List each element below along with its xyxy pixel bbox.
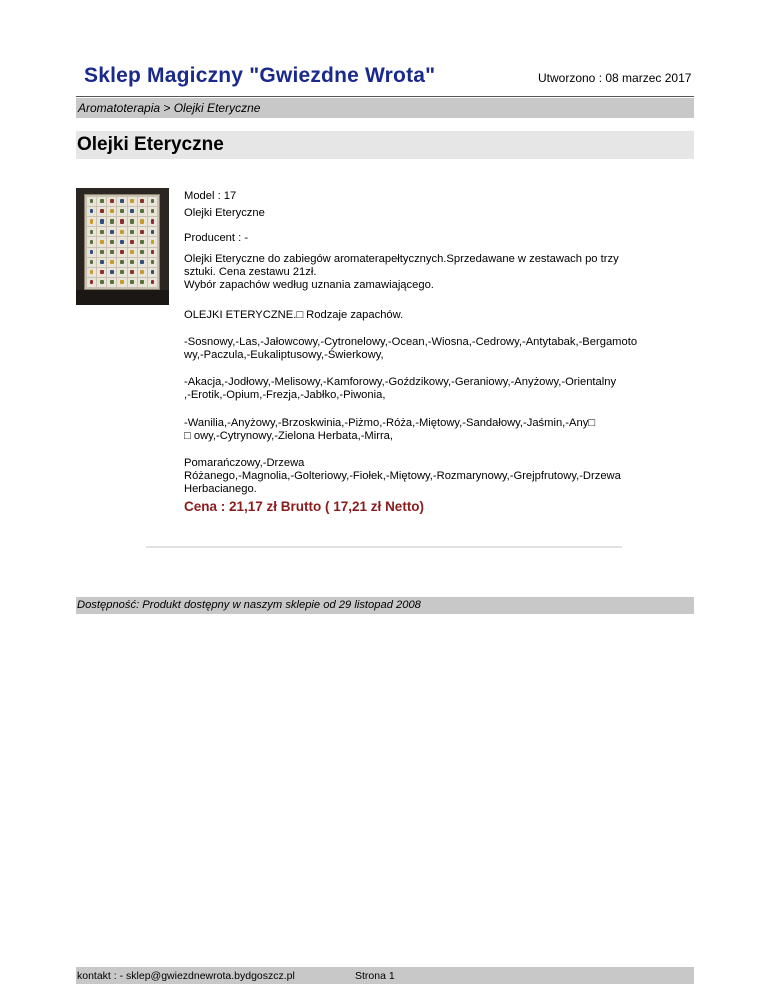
board-tile (148, 227, 157, 236)
board-tile (128, 248, 137, 257)
board-tile (87, 278, 96, 287)
board-tile (117, 248, 126, 257)
board-tile (148, 268, 157, 277)
page-title: Olejki Eteryczne (77, 134, 224, 155)
board-tile (97, 227, 106, 236)
scent-line: Różanego,-Magnolia,-Golteriowy,-Fiołek,-Miętowy,-Rozmarynowy,-Grejpfrutowy,-Drzewa (184, 470, 621, 482)
product-description (184, 253, 664, 292)
board-tile (117, 278, 126, 287)
created-date: Utworzono : 08 marzec 2017 (538, 71, 692, 85)
scent-list-2 (184, 376, 664, 402)
store-title: Sklep Magiczny "Gwiezdne Wrota" (84, 64, 436, 87)
availability-text: Dostępność: Produkt dostępny w naszym sklepie od 29 listopad 2008 (77, 599, 421, 611)
board-tile (138, 197, 147, 206)
product-image[interactable] (76, 188, 169, 305)
board-tile (87, 227, 96, 236)
board-tile (97, 217, 106, 226)
board-tile (148, 217, 157, 226)
board-tile (138, 248, 147, 257)
scent-line: ,-Erotik,-Opium,-Frezja,-Jabłko,-Piwonia, (184, 389, 386, 401)
board-tile (97, 248, 106, 257)
board-tile (107, 278, 116, 287)
description-line: sztuki. Cena zestawu 21zł. (184, 266, 317, 278)
board-tile (97, 278, 106, 287)
header-divider (76, 96, 694, 97)
board-tile (107, 217, 116, 226)
board-tile (87, 197, 96, 206)
board-tile (128, 207, 137, 216)
board-tile (148, 278, 157, 287)
board-tile (87, 258, 96, 267)
board-tile (138, 217, 147, 226)
board-tile (138, 207, 147, 216)
board-tile (107, 227, 116, 236)
board-tile (148, 207, 157, 216)
breadcrumb-bar (76, 98, 694, 118)
board-tile (107, 197, 116, 206)
board-tile (148, 237, 157, 246)
essential-oils-board (84, 194, 160, 290)
board-tile (107, 268, 116, 277)
scent-list-4 (184, 457, 664, 496)
board-tile (87, 268, 96, 277)
board-tile (107, 207, 116, 216)
board-tile (117, 207, 126, 216)
board-tile (117, 268, 126, 277)
board-tile (128, 217, 137, 226)
scent-line: Herbacianego. (184, 483, 257, 495)
board-tile (138, 278, 147, 287)
separator-line (146, 546, 622, 548)
board-tile (117, 227, 126, 236)
scent-line: -Akacja,-Jodłowy,-Melisowy,-Kamforowy,-Goździkowy,-Geraniowy,-Anyżowy,-Orientalny (184, 376, 617, 388)
scent-list-3 (184, 417, 664, 443)
board-tile (148, 248, 157, 257)
contact-email[interactable]: kontakt : - sklep@gwiezdnewrota.bydgoszcz.pl (77, 970, 295, 982)
board-tile (128, 278, 137, 287)
product-producer: Producent : - (184, 232, 249, 244)
board-tile (128, 237, 137, 246)
scent-line: □ owy,-Cytrynowy,-Zielona Herbata,-Mirra, (184, 430, 394, 442)
board-tile (117, 258, 126, 267)
board-tile (97, 237, 106, 246)
footer-bar (76, 967, 694, 984)
board-tile (138, 268, 147, 277)
scent-line: wy,-Paczula,-Eukaliptusowy,-Świerkowy, (184, 349, 384, 361)
board-tile (138, 258, 147, 267)
board-tile (148, 258, 157, 267)
board-tile (97, 197, 106, 206)
board-tile (128, 227, 137, 236)
availability-bar (76, 597, 694, 614)
board-tile (138, 237, 147, 246)
breadcrumb[interactable]: Aromatoterapia > Olejki Eteryczne (78, 101, 261, 115)
description-line: Olejki Eteryczne do zabiegów aromaterapełtycznych.Sprzedawane w zestawach po trzy (184, 253, 619, 265)
board-tile (107, 237, 116, 246)
board-tile (97, 268, 106, 277)
board-tile (87, 248, 96, 257)
board-tile (97, 207, 106, 216)
board-tile (87, 207, 96, 216)
board-tile (107, 248, 116, 257)
board-tile (97, 258, 106, 267)
board-tile (87, 217, 96, 226)
scent-line: -Sosnowy,-Las,-Jałowcowy,-Cytronelowy,-Ocean,-Wiosna,-Cedrowy,-Antytabak,-Bergamoto (184, 336, 638, 348)
product-name: Olejki Eteryczne (184, 207, 265, 219)
board-tile (128, 258, 137, 267)
board-tile (87, 237, 96, 246)
board-tile (148, 197, 157, 206)
page-title-bar (76, 131, 694, 159)
board-tile (117, 237, 126, 246)
board-tile (128, 197, 137, 206)
scent-types-heading: OLEJKI ETERYCZNE.□ Rodzaje zapachów. (184, 309, 404, 321)
scent-line: Pomarańczowy,-Drzewa (184, 457, 305, 469)
board-stand (76, 290, 169, 305)
page-number: Strona 1 (355, 970, 395, 982)
board-tile (117, 217, 126, 226)
board-tile (107, 258, 116, 267)
product-model: Model : 17 (184, 190, 237, 202)
board-tile (117, 197, 126, 206)
scent-line: -Wanilia,-Anyżowy,-Brzoskwinia,-Piżmo,-Róża,-Miętowy,-Sandałowy,-Jaśmin,-Any□ (184, 417, 596, 429)
product-price: Cena : 21,17 zł Brutto ( 17,21 zł Netto) (184, 499, 425, 514)
board-tile (138, 227, 147, 236)
description-line: Wybór zapachów według uznania zamawiającego. (184, 279, 434, 291)
scent-list-1 (184, 336, 664, 362)
board-tile (128, 268, 137, 277)
